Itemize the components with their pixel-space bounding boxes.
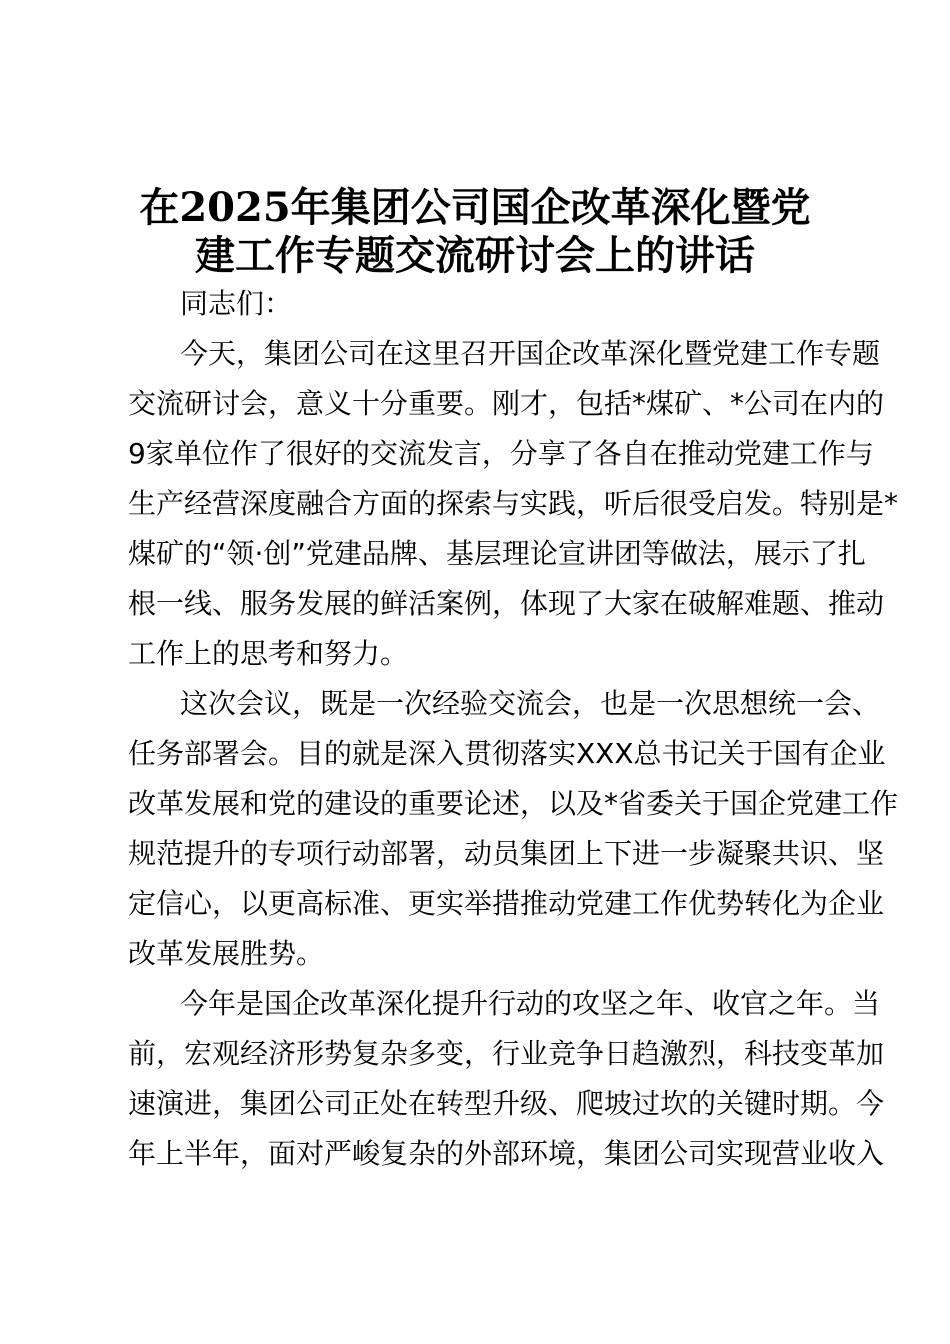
paragraph-line: 改革发展和党的建设的重要论述，以及*省委关于国企党建工作 [128,787,899,820]
paragraph-line: 任务部署会。目的就是深入贯彻落实XXX总书记关于国有企业 [128,737,886,770]
paragraph-line: 工作上的思考和努力。 [128,637,409,670]
paragraph [128,979,885,1179]
title-line: 建工作专题交流研讨会上的讲话 [195,232,755,279]
paragraph-line: 今天，集团公司在这里召开国企改革深化暨党建工作专题 [180,337,881,370]
paragraph [128,329,899,679]
paragraph-line: 年上半年，面对严峻复杂的外部环境，集团公司实现营业收入 [128,1137,885,1170]
paragraph-line: 交流研讨会，意义十分重要。刚才，包括*煤矿、*公司在内的 [128,387,885,420]
paragraph-line: 规范提升的专项行动部署，动员集团上下进一步凝聚共识、坚 [128,837,885,870]
document-title [100,184,850,280]
paragraph-line: 根一线、服务发展的鲜活案例，体现了大家在破解难题、推动 [128,587,885,620]
paragraph-line: 这次会议，既是一次经验交流会，也是一次思想统一会、 [180,687,881,720]
title-line: 在2025年集团公司国企改革深化暨党 [139,184,811,231]
paragraph-line: 今年是国企改革深化提升行动的攻坚之年、收官之年。当 [180,987,881,1020]
document-body [128,279,899,1179]
paragraph-line: 生产经营深度融合方面的探索与实践，听后很受启发。特别是* [128,487,899,520]
paragraph [128,679,899,979]
paragraph-line: 煤矿的“领·创”党建品牌、基层理论宣讲团等做法，展示了扎 [128,537,866,570]
paragraph-line: 9家单位作了很好的交流发言，分享了各自在推动党建工作与 [128,437,874,470]
paragraph-line: 前，宏观经济形势复杂多变，行业竞争日趋激烈，科技变革加 [128,1037,885,1070]
paragraph-line: 改革发展胜势。 [128,937,325,970]
paragraph-line: 速演进，集团公司正处在转型升级、爬坡过坎的关键时期。今 [128,1087,885,1120]
paragraph-line: 定信心，以更高标准、更实举措推动党建工作优势转化为企业 [128,887,885,920]
salutation: 同志们： [180,287,293,320]
